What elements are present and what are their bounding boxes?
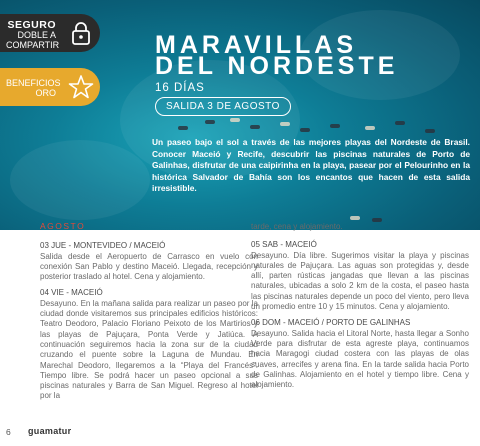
itinerary-right-column: [251, 222, 469, 396]
day-title: 06 DOM - MACEIÓ / PORTO DE GALINHAS: [251, 318, 411, 328]
secure-badge-line2: DOBLE A: [17, 30, 56, 40]
day-title: 03 JUE - MONTEVIDEO / MACEIÓ: [40, 241, 166, 251]
swimmer: [300, 128, 310, 132]
departure-pill: SALIDA 3 DE AGOSTO: [155, 97, 291, 116]
month-heading: AGOSTO: [40, 221, 86, 231]
gold-benefits-badge: [0, 68, 100, 106]
day-title: 05 SAB - MACEIÓ: [251, 240, 317, 250]
swimmer: [280, 122, 290, 126]
swimmer: [250, 125, 260, 129]
secure-badge-line3: COMPARTIR: [6, 40, 60, 50]
gold-badge-title: BENEFICIOS: [6, 78, 61, 88]
page-title-line1: MARAVILLAS: [155, 31, 358, 59]
swimmer: [178, 126, 188, 130]
day-description: Desayuno. En la mañana salida para realizar un paseo por la ciudad donde visitaremos sus principales edificios históricos: Teatro Deodoro, Palacio Floriano Peixoto de los Martirios y las playas de Pajuçara, Ponta Verde y Jatiúca. A continuación seguiremos hacia la zona sur de la ciudad cruzando el puente sobre la Laguna de Mundau. En Marechal Deodoro, llegaremos a la “Playa del Francés”. Tiempo libre. Se podrá hacer un paseo opcional a sus piscinas naturales y Barra de San Miguel. Regreso al hotel por la: [40, 298, 258, 401]
day-title: 04 VIE - MACEIÓ: [40, 288, 103, 298]
continued-text: tarde, cena y alojamiento.: [251, 222, 343, 231]
swimmer: [365, 126, 375, 130]
secure-badge: [0, 14, 100, 52]
page-number: 6: [6, 427, 11, 437]
day-description: Desayuno. Salida hacia el Litoral Norte, hasta llegar a Sonho Verde para disfrutar de esta agreste playa, continuamos hacia Maragogi ciudad costera con las playas de olas suaves, arrecifes y arena fina. En la tarde salida hacia Porto de Galinhas. Alojamiento en el hotel y tiempo libre. Cena y alojamiento.: [251, 328, 469, 390]
padlock-icon: [68, 20, 94, 46]
secure-badge-title: SEGURO: [7, 19, 56, 31]
day-description: Salida desde el Aeropuerto de Carrasco en vuelo con conexión San Pablo y destino Maceió. Llegada, recepción y posterior traslado al hotel. Cena y alojamiento.: [40, 251, 258, 282]
intro-paragraph: Un paseo bajo el sol a través de las mejores playas del Nordeste de Brasil. Conocer Maceió y Recife, descubrir las piscinas naturales de Porto de Galinhas, disfrutar de una caipirinha en la playa, pasear por el Pelourinho en la histórica Salvador de Bahía son los encantos que hacen de esta salida irresistible.: [152, 137, 470, 193]
itinerary-left-column: [40, 221, 258, 408]
swimmer: [205, 120, 215, 124]
swimmer: [425, 129, 435, 133]
gold-badge-line2: ORO: [35, 88, 56, 98]
brand-logo: guamatur: [28, 426, 72, 436]
star-icon: [68, 74, 94, 100]
water-highlight: [10, 140, 150, 220]
day-description: Desayuno. Día libre. Sugerimos visitar la playa y piscinas naturales de Pajuçara. Las aguas son protegidas y, desde allí, parten rústicas jangadas que llevan a las piscinas naturales, ubicadas a solo 2 km de la costa, el paseo hasta las piscinas naturales depende un poco del viento, pero lleva un promedio entre 10 y 15 minutos. Cena y alojamiento.: [251, 250, 469, 312]
swimmer: [230, 118, 240, 122]
page-title-line2: DEL NORDESTE: [155, 52, 399, 80]
trip-duration: 16 DÍAS: [155, 82, 205, 94]
swimmer: [350, 216, 360, 220]
swimmer: [330, 124, 340, 128]
swimmer: [395, 121, 405, 125]
